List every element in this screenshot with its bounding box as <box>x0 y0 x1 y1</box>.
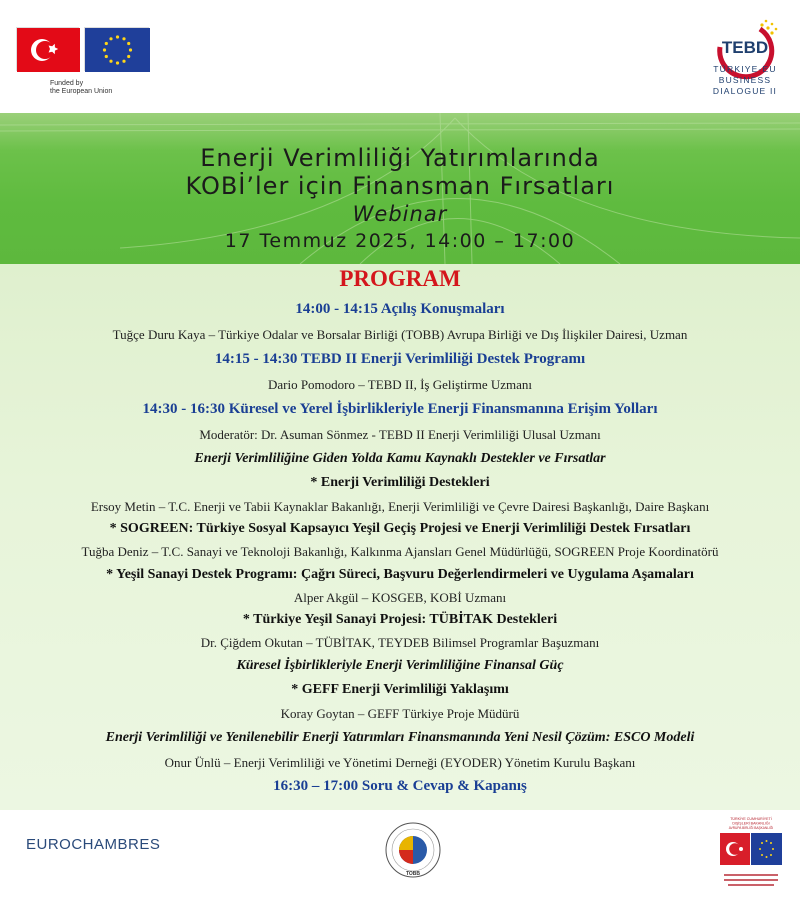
title-webinar: Webinar <box>352 202 448 226</box>
program-topic: * SOGREEN: Türkiye Sosyal Kapsayıcı Yeşil Geçiş Projesi ve Enerji Verimliliği Destek Fırsatları <box>109 521 691 536</box>
program-speaker: Tuğçe Duru Kaya – Türkiye Odalar ve Borsalar Birliği (TOBB) Avrupa Birliği ve Dış İlişkiler Dairesi, Uzman <box>112 327 688 342</box>
program-topic: * Enerji Verimliliği Destekleri <box>310 475 490 490</box>
program-section <box>0 264 800 810</box>
program-speaker: Tuğba Deniz – T.C. Sanayi ve Teknoloji Bakanlığı, Kalkınma Ajansları Genel Müdürlüğü, SOGREEN Proje Koordinatörü <box>81 544 719 559</box>
program-heading: PROGRAM <box>339 266 461 291</box>
program-topic: * Türkiye Yeşil Sanayi Projesi: TÜBİTAK Destekleri <box>242 612 558 627</box>
title-date-time: 17 Temmuz 2025, 14:00 – 17:00 <box>224 230 576 252</box>
program-speaker: Koray Goytan – GEFF Türkiye Proje Müdürü <box>280 706 520 721</box>
program-slot: 14:30 - 16:30 Küresel ve Yerel İşbirlikleriyle Enerji Finansmanına Erişim Yolları <box>142 401 658 417</box>
tebd-caption <box>702 64 788 97</box>
eu-flag-icon <box>84 27 149 71</box>
tebd-line-2: BUSINESS <box>718 75 772 85</box>
ministry-line-1: TÜRKİYE CUMHURİYETİ <box>730 817 772 821</box>
program-theme: Enerji Verimliliğine Giden Yolda Kamu Kaynaklı Destekler ve Fırsatlar <box>194 451 606 466</box>
funded-by-eu-text <box>50 80 112 96</box>
program-slot: 16:30 – 17:00 Soru & Cevap & Kapanış <box>273 778 527 794</box>
title-line-1: Enerji Verimliliği Yatırımlarında <box>200 144 600 172</box>
ministry-logo-icon <box>720 814 782 898</box>
eurochambres-logo-icon: EUROCHAMBRES <box>26 836 161 853</box>
title-band <box>0 113 800 264</box>
turkish-flag-icon <box>16 27 79 71</box>
program-theme: Enerji Verimliliği ve Yenilenebilir Enerji Yatırımları Finansmanında Yeni Nesil Çözüm: ESCO Modeli <box>105 730 695 745</box>
program-theme: Küresel İşbirlikleriyle Enerji Verimliliğine Finansal Güç <box>236 658 564 673</box>
program-slot: 14:15 - 14:30 TEBD II Enerji Verimliliği Destek Programı <box>214 351 586 367</box>
program-speaker: Onur Ünlü – Enerji Verimliliği ve Yönetimi Derneği (EYODER) Yönetim Kurulu Başkanı <box>164 755 636 770</box>
program-speaker: Moderatör: Dr. Asuman Sönmez - TEBD II Enerji Verimliliği Ulusal Uzmanı <box>199 427 601 442</box>
program-slot: 14:00 - 14:15 Açılış Konuşmaları <box>295 301 505 317</box>
tobb-logo-icon <box>383 820 443 884</box>
ministry-line-2: DIŞİŞLERİ BAKANLIĞI <box>732 821 770 826</box>
program-topic: * GEFF Enerji Verimliliği Yaklaşımı <box>291 682 509 697</box>
footer <box>0 810 800 900</box>
program-speaker: Alper Akgül – KOSGEB, KOBİ Uzmanı <box>293 590 507 605</box>
tobb-label: TOBB <box>405 871 421 877</box>
program-speaker: Ersoy Metin – T.C. Enerji ve Tabii Kaynaklar Bakanlığı, Enerji Verimliliği ve Çevre Dairesi Başkanlığı, Daire Başkanı <box>90 499 710 514</box>
header <box>0 0 800 113</box>
program-topic: * Yeşil Sanayi Destek Programı: Çağrı Süreci, Başvuru Değerlendirmeleri ve Uygulama Aşamaları <box>106 567 694 582</box>
tebd-line-3: DIALOGUE II <box>712 86 778 96</box>
program-speaker: Dr. Çiğdem Okutan – TÜBİTAK, TEYDEB Bilimsel Programlar Başuzmanı <box>200 635 600 650</box>
funded-line-2: the European Union <box>50 88 113 95</box>
tebd-line-1: TÜRKIYE-EU <box>713 64 777 74</box>
funded-line-1: Funded by <box>50 80 84 87</box>
tebd-logo-text: TEBD <box>721 38 769 57</box>
ministry-line-3: AVRUPA BİRLİĞİ BAŞKANLIĞI <box>728 826 774 830</box>
title-line-2: KOBİ’ler için Finansman Fırsatları <box>185 172 615 200</box>
program-speaker: Dario Pomodoro – TEBD II, İş Geliştirme Uzmanı <box>267 377 533 392</box>
